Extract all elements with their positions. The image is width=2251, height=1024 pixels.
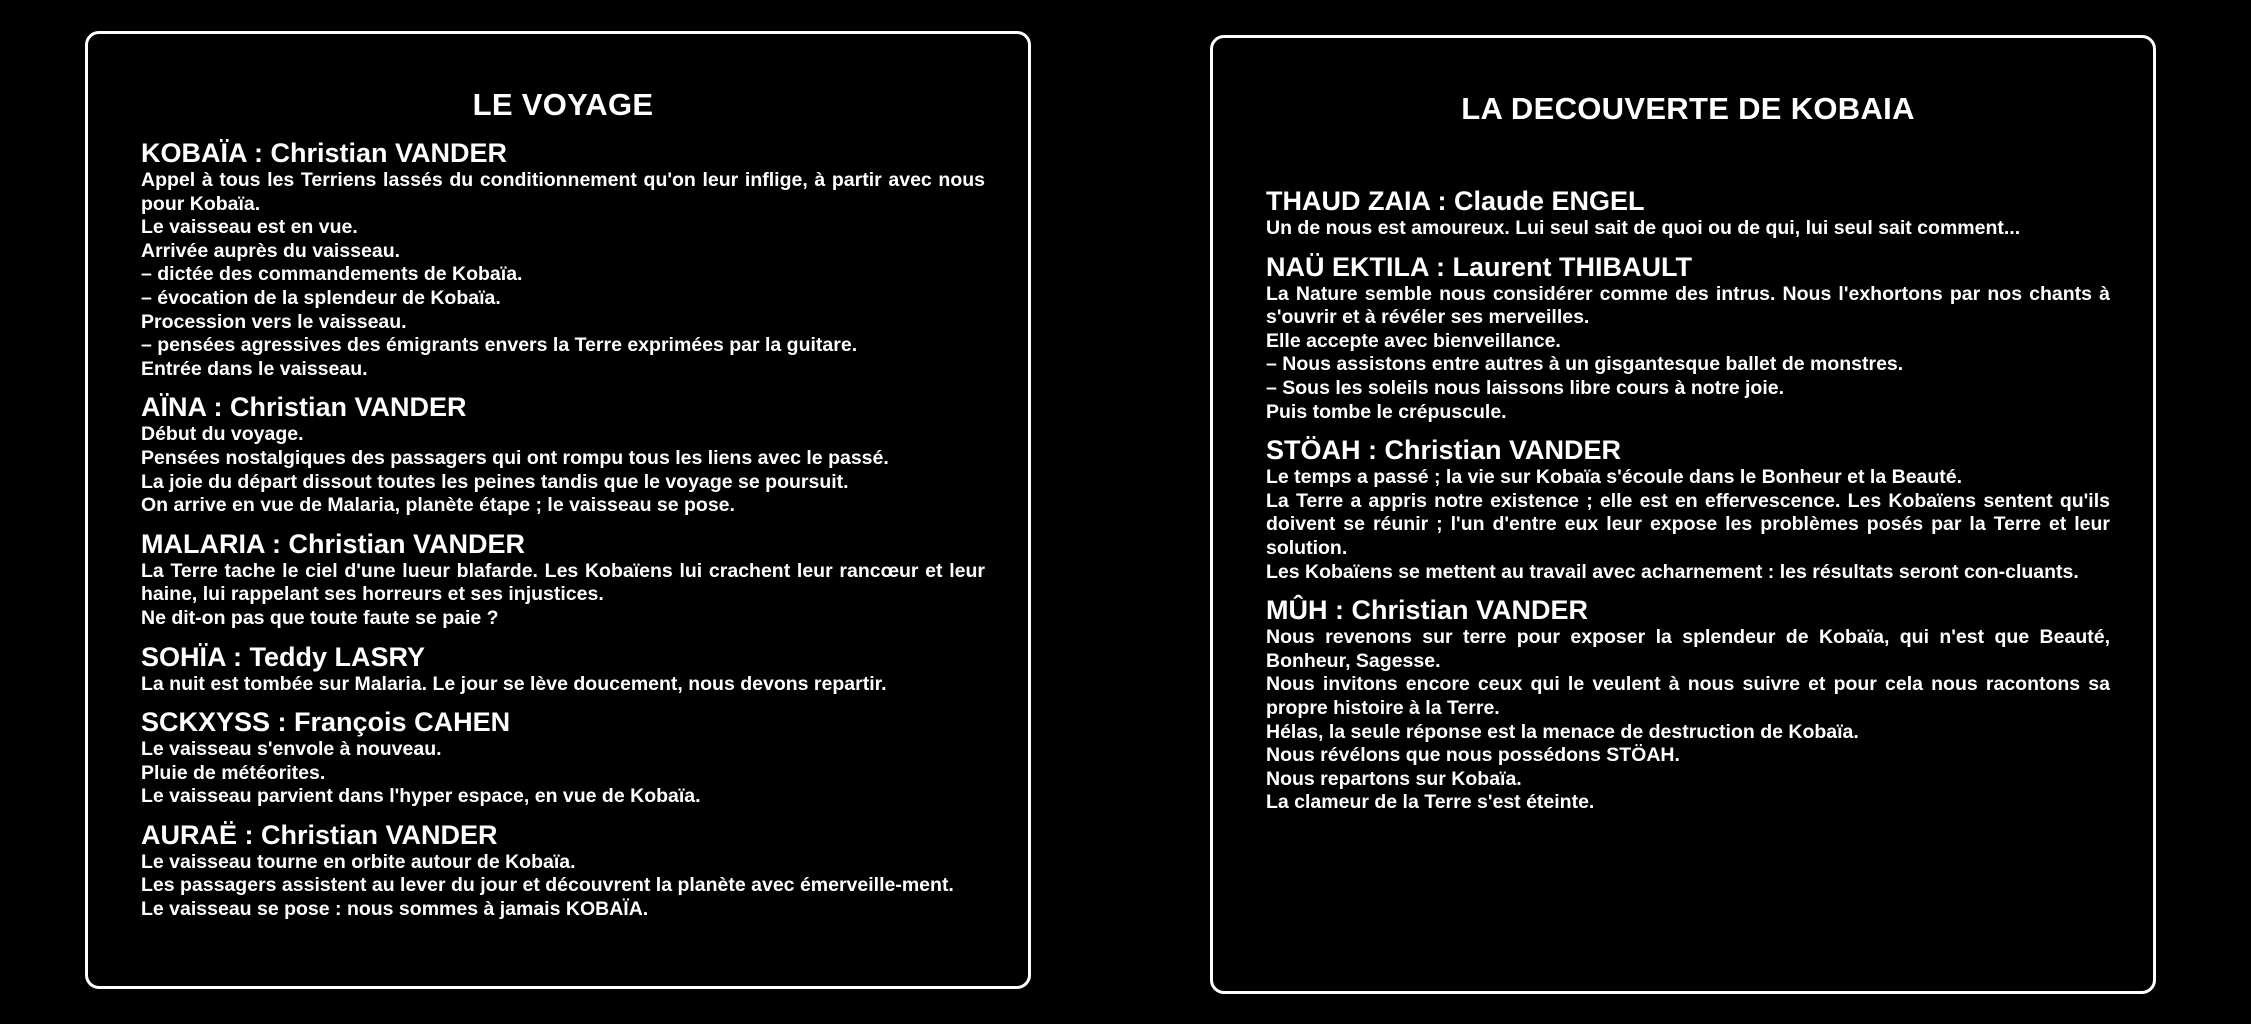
track-section (141, 391, 985, 517)
track-section (141, 819, 985, 922)
track-description-line: Nous revenons sur terre pour exposer la splendeur de Kobaïa, qui n'est que Beauté, Bonheur, Sagesse. (1266, 626, 2110, 672)
track-heading: SOHÏA : Teddy LASRY (141, 641, 426, 672)
track-section (141, 528, 985, 631)
track-description-line: Le vaisseau parvient dans l'hyper espace, en vue de Kobaïa. (141, 785, 701, 808)
track-section (1266, 434, 2110, 584)
track-description-line: Les Kobaïens se mettent au travail avec acharnement : les résultats seront con-cluants. (1266, 560, 2079, 583)
track-heading: STÖAH : Christian VANDER (1266, 435, 1622, 466)
track-description-line: Les passagers assistent au lever du jour et découvrent la planète avec émerveille-ment. (141, 874, 954, 897)
track-description-line: Elle accepte avec bienveillance. (1266, 329, 1561, 352)
track-description-line: La joie du départ dissout toutes les peines tandis que le voyage se poursuit. (141, 470, 849, 493)
track-list (141, 137, 985, 922)
track-heading: NAÜ EKTILA : Laurent THIBAULT (1266, 251, 1692, 282)
track-description-line: Nous invitons encore ceux qui le veulent à nous suivre et pour cela nous racontons sa propre histoire à la Terre. (1266, 673, 2110, 719)
track-description-line: Pensées nostalgiques des passagers qui ont rompu tous les liens avec le passé. (141, 446, 889, 469)
track-description-line: Début du voyage. (141, 423, 304, 446)
track-description-line: – dictée des commandements de Kobaïa. (141, 263, 523, 286)
track-heading: KOBAÏA : Christian VANDER (141, 138, 508, 168)
track-description-line: On arrive en vue de Malaria, planète étape ; le vaisseau se pose. (141, 494, 735, 517)
track-description-line: Procession vers le vaisseau. (141, 310, 407, 333)
track-section (141, 706, 985, 809)
track-heading: MÛH : Christian VANDER (1266, 595, 1589, 626)
track-description-line: – Sous les soleils nous laissons libre cours à notre joie. (1266, 376, 1785, 399)
track-description-line: Le vaisseau s'envole à nouveau. (141, 738, 442, 761)
track-description-line: Arrivée auprès du vaisseau. (141, 239, 401, 262)
track-heading: AURAË : Christian VANDER (141, 819, 498, 850)
track-description-line: La Terre tache le ciel d'une lueur blafarde. Les Kobaïens lui crachent leur rancœur et leur haine, lui rappelant ses horreurs et ses injustices. (141, 559, 985, 606)
track-description-line: Le temps a passé ; la vie sur Kobaïa s'écoule dans le Bonheur et la Beauté. (1266, 466, 1963, 489)
track-description-line: Entrée dans le vaisseau. (141, 357, 368, 380)
track-description-line: Un de nous est amoureux. Lui seul sait de quoi ou de qui, lui seul sait comment... (1266, 217, 2021, 239)
track-heading: MALARIA : Christian VANDER (141, 528, 525, 559)
panel-title: LA DECOUVERTE DE KOBAIA (1461, 91, 1915, 126)
track-section (1266, 251, 2110, 425)
track-description-line: Puis tombe le crépuscule. (1266, 400, 1507, 423)
track-section (1266, 594, 2110, 815)
track-description-line: Le vaisseau est en vue. (141, 216, 358, 239)
track-description-line: Nous révélons que nous possédons STÖAH. (1266, 744, 1680, 767)
track-description-line: La Terre a appris notre existence ; elle est en effervescence. Les Kobaïens sentent qu'ils doivent se réunir ; l'un d'entre eux leur expose les problèmes posés par la Terre et leur solution. (1266, 489, 2110, 559)
track-section (141, 641, 985, 697)
track-heading: AÏNA : Christian VANDER (141, 392, 467, 423)
track-description-line: Hélas, la seule réponse est la menace de destruction de Kobaïa. (1266, 720, 1859, 743)
track-description-line: La Nature semble nous considérer comme des intrus. Nous l'exhortons par nos chants à s'ouvrir et à révéler ses merveilles. (1266, 282, 2110, 329)
track-description-line: – pensées agressives des émigrants envers la Terre exprimées par la guitare. (141, 334, 858, 357)
track-description-line: Appel à tous les Terriens lassés du conditionnement qu'on leur inflige, à partir avec nous pour Kobaïa. (141, 169, 985, 215)
track-heading: SCKXYSS : François CAHEN (141, 707, 511, 738)
track-heading: THAUD ZAIA : Claude ENGEL (1266, 186, 1645, 216)
track-description-line: Nous repartons sur Kobaïa. (1266, 767, 1522, 790)
track-description-line: Ne dit-on pas que toute faute se paie ? (141, 606, 499, 629)
right-panel-decouverte (1210, 35, 2156, 994)
track-description-line: La clameur de la Terre s'est éteinte. (1266, 791, 1595, 814)
panel-title: LE VOYAGE (472, 87, 654, 122)
track-description-line: Pluie de météorites. (141, 761, 326, 784)
track-description-line: Le vaisseau tourne en orbite autour de Kobaïa. (141, 850, 576, 873)
track-list (1266, 185, 2110, 815)
left-panel-voyage (85, 31, 1031, 989)
track-section (141, 137, 985, 381)
track-description-line: La nuit est tombée sur Malaria. Le jour se lève doucement, nous devons repartir. (141, 672, 887, 695)
track-description-line: – évocation de la splendeur de Kobaïa. (141, 286, 501, 309)
track-description-line: Le vaisseau se pose : nous sommes à jamais KOBAÏA. (141, 898, 649, 921)
track-section (1266, 185, 2110, 241)
track-description-line: – Nous assistons entre autres à un gisgantesque ballet de monstres. (1266, 353, 1904, 376)
